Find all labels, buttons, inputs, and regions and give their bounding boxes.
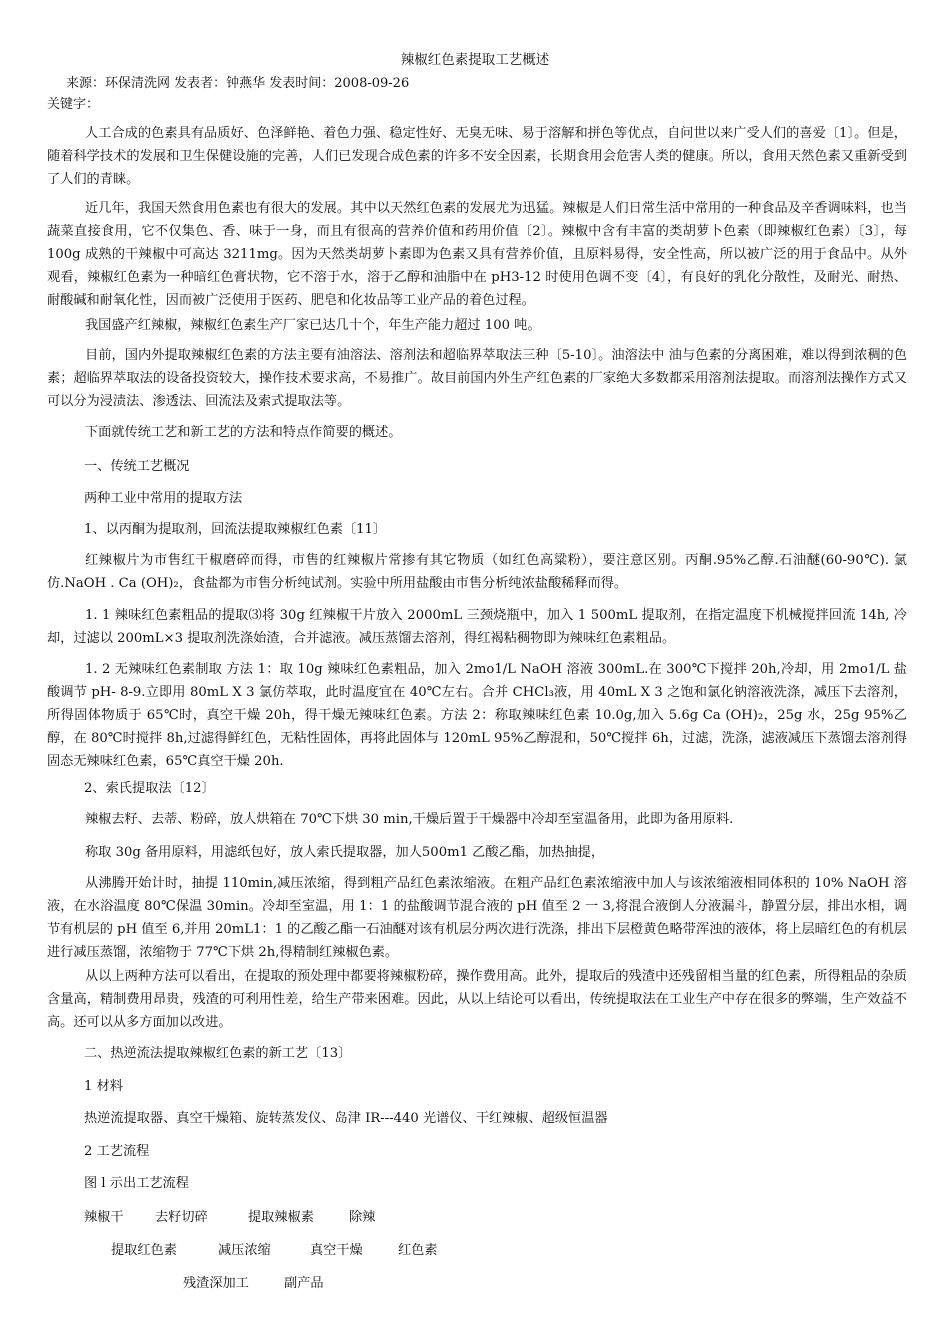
subheading-materials: 1 材料 — [84, 1079, 123, 1094]
paragraph-weighing: 称取 30g 备用原料，用滤纸包好，放人索氏提取器，加人500m1 乙酸乙酯，加热抽提， — [85, 845, 605, 860]
source-meta: 来源：环保清洗网 发表者：钟燕华 发表时间：2008-09-26 — [66, 76, 410, 91]
materials-list: 热逆流提取器、真空干燥箱、旋转蒸发仪、岛津 IR---440 光谱仪、干红辣椒、超级恒温器 — [84, 1111, 608, 1126]
keywords-label: 关键字： — [47, 97, 100, 112]
flow-step: 红色素 — [398, 1243, 438, 1258]
paragraph-conclusion: 从以上两种方法可以看出，在提取的预处理中都要将辣椒粉碎，操作费用高。此外，提取后的残渣中还残留相当量的红色素，所得粗品的杂质含量高，精制费用昂贵，残渣的可利用性差，给生产带来困难。因此，从以上结论可以看出，传统提取法在工业生产中存在很多的弊端，生产效益不高。还可以从多方面加以改进。 — [47, 969, 907, 1030]
paragraph-pretreatment: 辣椒去籽、去蒂、粉碎，放人烘箱在 70℃下烘 30 min,干燥后置于干燥器中冷却至室温备用，此即为备用原料. — [85, 812, 734, 827]
paragraph-methods: 目前，国内外提取辣椒红色素的方法主要有油溶法、溶剂法和超临界萃取法三种〔5-10〕。油溶法中 油与色素的分离困难，难以得到浓稠的色素；超临界萃取法的设备投资较大，操作技术要求高，不易推广。故目前国内外生产红色素的厂家绝大多数都采用溶剂法提取。而溶剂法操作方式又可以分为浸渍法、渗透法、回流法及索式提取法等。 — [47, 348, 907, 409]
paragraph-intro: 人工合成的色素具有品质好、色泽鲜艳、着色力强、稳定性好、无臭无味、易于溶解和拼色等优点，自问世以来广受人们的喜爱〔1〕。但是，随着科学技术的发展和卫生保健设施的完善，人们已发现合成色素的许多不安全因素，长期食用会危害人类的健康。所以，食用天然色素又重新受到了人们的青睐。 — [47, 126, 907, 187]
paragraph-crude-extraction: 1. 1 辣味红色素粗品的提取⑶将 30g 红辣椒干片放入 2000mL 三颈烧瓶中，加入 1 500mL 提取剂，在指定温度下机械搅拌回流 14h, 冷却，过滤以 200mL×3 提取剂洗涤始渣，合并滤液。减压蒸馏去溶剂，得红褐粘稠物即为辣味红色素粗品。 — [47, 608, 907, 646]
flow-step: 减压浓缩 — [218, 1243, 271, 1258]
process-flow-row-3 — [183, 1272, 324, 1291]
paragraph-production: 我国盛产红辣椒，辣椒红色素生产厂家已达几十个，年生产能力超过 100 吨。 — [85, 318, 541, 333]
flow-step: 提取辣椒素 — [248, 1210, 314, 1225]
subheading-process-flow: 2 工艺流程 — [84, 1144, 150, 1159]
document-title: 辣椒红色素提取工艺概述 — [400, 52, 550, 68]
paragraph-background: 近几年，我国天然食用色素也有很大的发展。其中以天然红色素的发展尤为迅猛。辣椒是人们日常生活中常用的一种食品及辛香调味料，也当蔬菜直接食用，它不仅集色、香、味于一身，而且有很高的营养价值和药用价值〔2〕。辣椒中含有丰富的类胡萝卜色素（即辣椒红色素）〔3〕，每 100g 成熟的干辣椒中可高达 3211mg。因为天然类胡萝卜素即为色素又具有营养价值，且原料易得，安全性高，所以被广泛的用于食品中。从外观看，辣椒红色素为一种暗红色膏状物，它不溶于水，溶于乙醇和油脂中在 pH3-12 时使用色调不变〔4〕，有良好的乳化分散性，及耐光、耐热、耐酸碱和耐氧化性，因而被广泛使用于医药、肥皂和化妆品等工业产品的着色过程。 — [47, 201, 907, 308]
paragraph-soxhlet-process: 从沸腾开始计时，抽提 110min,减压浓缩，得到粗产品红色素浓缩液。在粗产品红色素浓缩液中加人与该浓缩液相同体积的 10% NaOH 溶液，在水浴温度 80℃保温 30min。冷却至室温，用 1：1 的盐酸调节混合液的 pH 值至 2 一 3,将混合液倒人分液漏斗，静置分层，排出水相，调节有机层的 pH 值至 6,并用 20mL1：1 的乙酸乙酯一石油醚对该有机层分两次进行洗涤，排出下层橙黄色略带浑浊的液体，将上层暗红色的有机层进行减压蒸馏，浓缩物于 77℃下烘 2h,得精制红辣椒色素。 — [47, 876, 907, 960]
flow-step: 去籽切碎 — [155, 1210, 208, 1225]
flow-step: 副产品 — [284, 1276, 324, 1291]
flow-step: 除辣 — [349, 1210, 376, 1225]
subheading-acetone-reflux: 1、以丙酮为提取剂，回流法提取辣椒红色素〔11〕 — [84, 522, 387, 537]
process-flow-row-2 — [111, 1239, 438, 1258]
section-heading-traditional: 一、传统工艺概况 — [84, 459, 190, 474]
figure-caption: 图 l 示出工艺流程 — [84, 1176, 189, 1191]
flow-step: 残渣深加工 — [183, 1276, 249, 1291]
process-flow-row-1 — [84, 1206, 375, 1225]
flow-step: 提取红色素 — [111, 1243, 177, 1258]
paragraph-non-pungent: 1. 2 无辣味红色素制取 方法 1：取 10g 辣味红色素粗品，加入 2mo1/L NaOH 溶液 300mL.在 300℃下搅拌 20h,冷却，用 2mo1/L 盐酸调节 pH- 8-9.立即用 80mL X 3 氯仿萃取，此时温度宜在 40℃左右。合并 CHCl₃液，用 40mL X 3 之饱和氯化钠溶液洗涤，减压下去溶剂，所得固体物质于 65℃时，真空干燥 20h，得干燥无辣味红色素。方法 2：称取辣味红色素 10.0g,加入 5.6g Ca (OH)₂，25g 水，25g 95%乙醇，在 80℃时搅拌 8h,过滤得鲜红色，无粘性固体，再将此固体与 120mL 95%乙醇混和，50℃搅拌 6h，过滤，洗涤，滤液减压下蒸馏去溶剂得固态无辣味红色素，65℃真空干燥 20h. — [47, 662, 907, 769]
flow-step: 辣椒干 — [84, 1210, 124, 1225]
section-heading-new-process: 二、热逆流法提取辣椒红色素的新工艺〔13〕 — [84, 1046, 352, 1061]
flow-step: 真空干燥 — [310, 1243, 363, 1258]
subheading-two-methods: 两种工业中常用的提取方法 — [84, 491, 243, 506]
paragraph-materials: 红辣椒片为市售红干椒磨碎而得，市售的红辣椒片常掺有其它物质（如红色高粱粉），要注意区别。丙酮.95%乙醇.石油醚(60-90℃). 氯仿.NaOH . Ca (OH)₂，食盐都为市售分析纯试剂。实验中所用盐酸由市售分析纯浓盐酸稀释而得。 — [47, 553, 907, 591]
subheading-soxhlet: 2、索氏提取法〔12〕 — [84, 781, 215, 796]
paragraph-overview: 下面就传统工艺和新工艺的方法和特点作简要的概述。 — [85, 425, 402, 440]
